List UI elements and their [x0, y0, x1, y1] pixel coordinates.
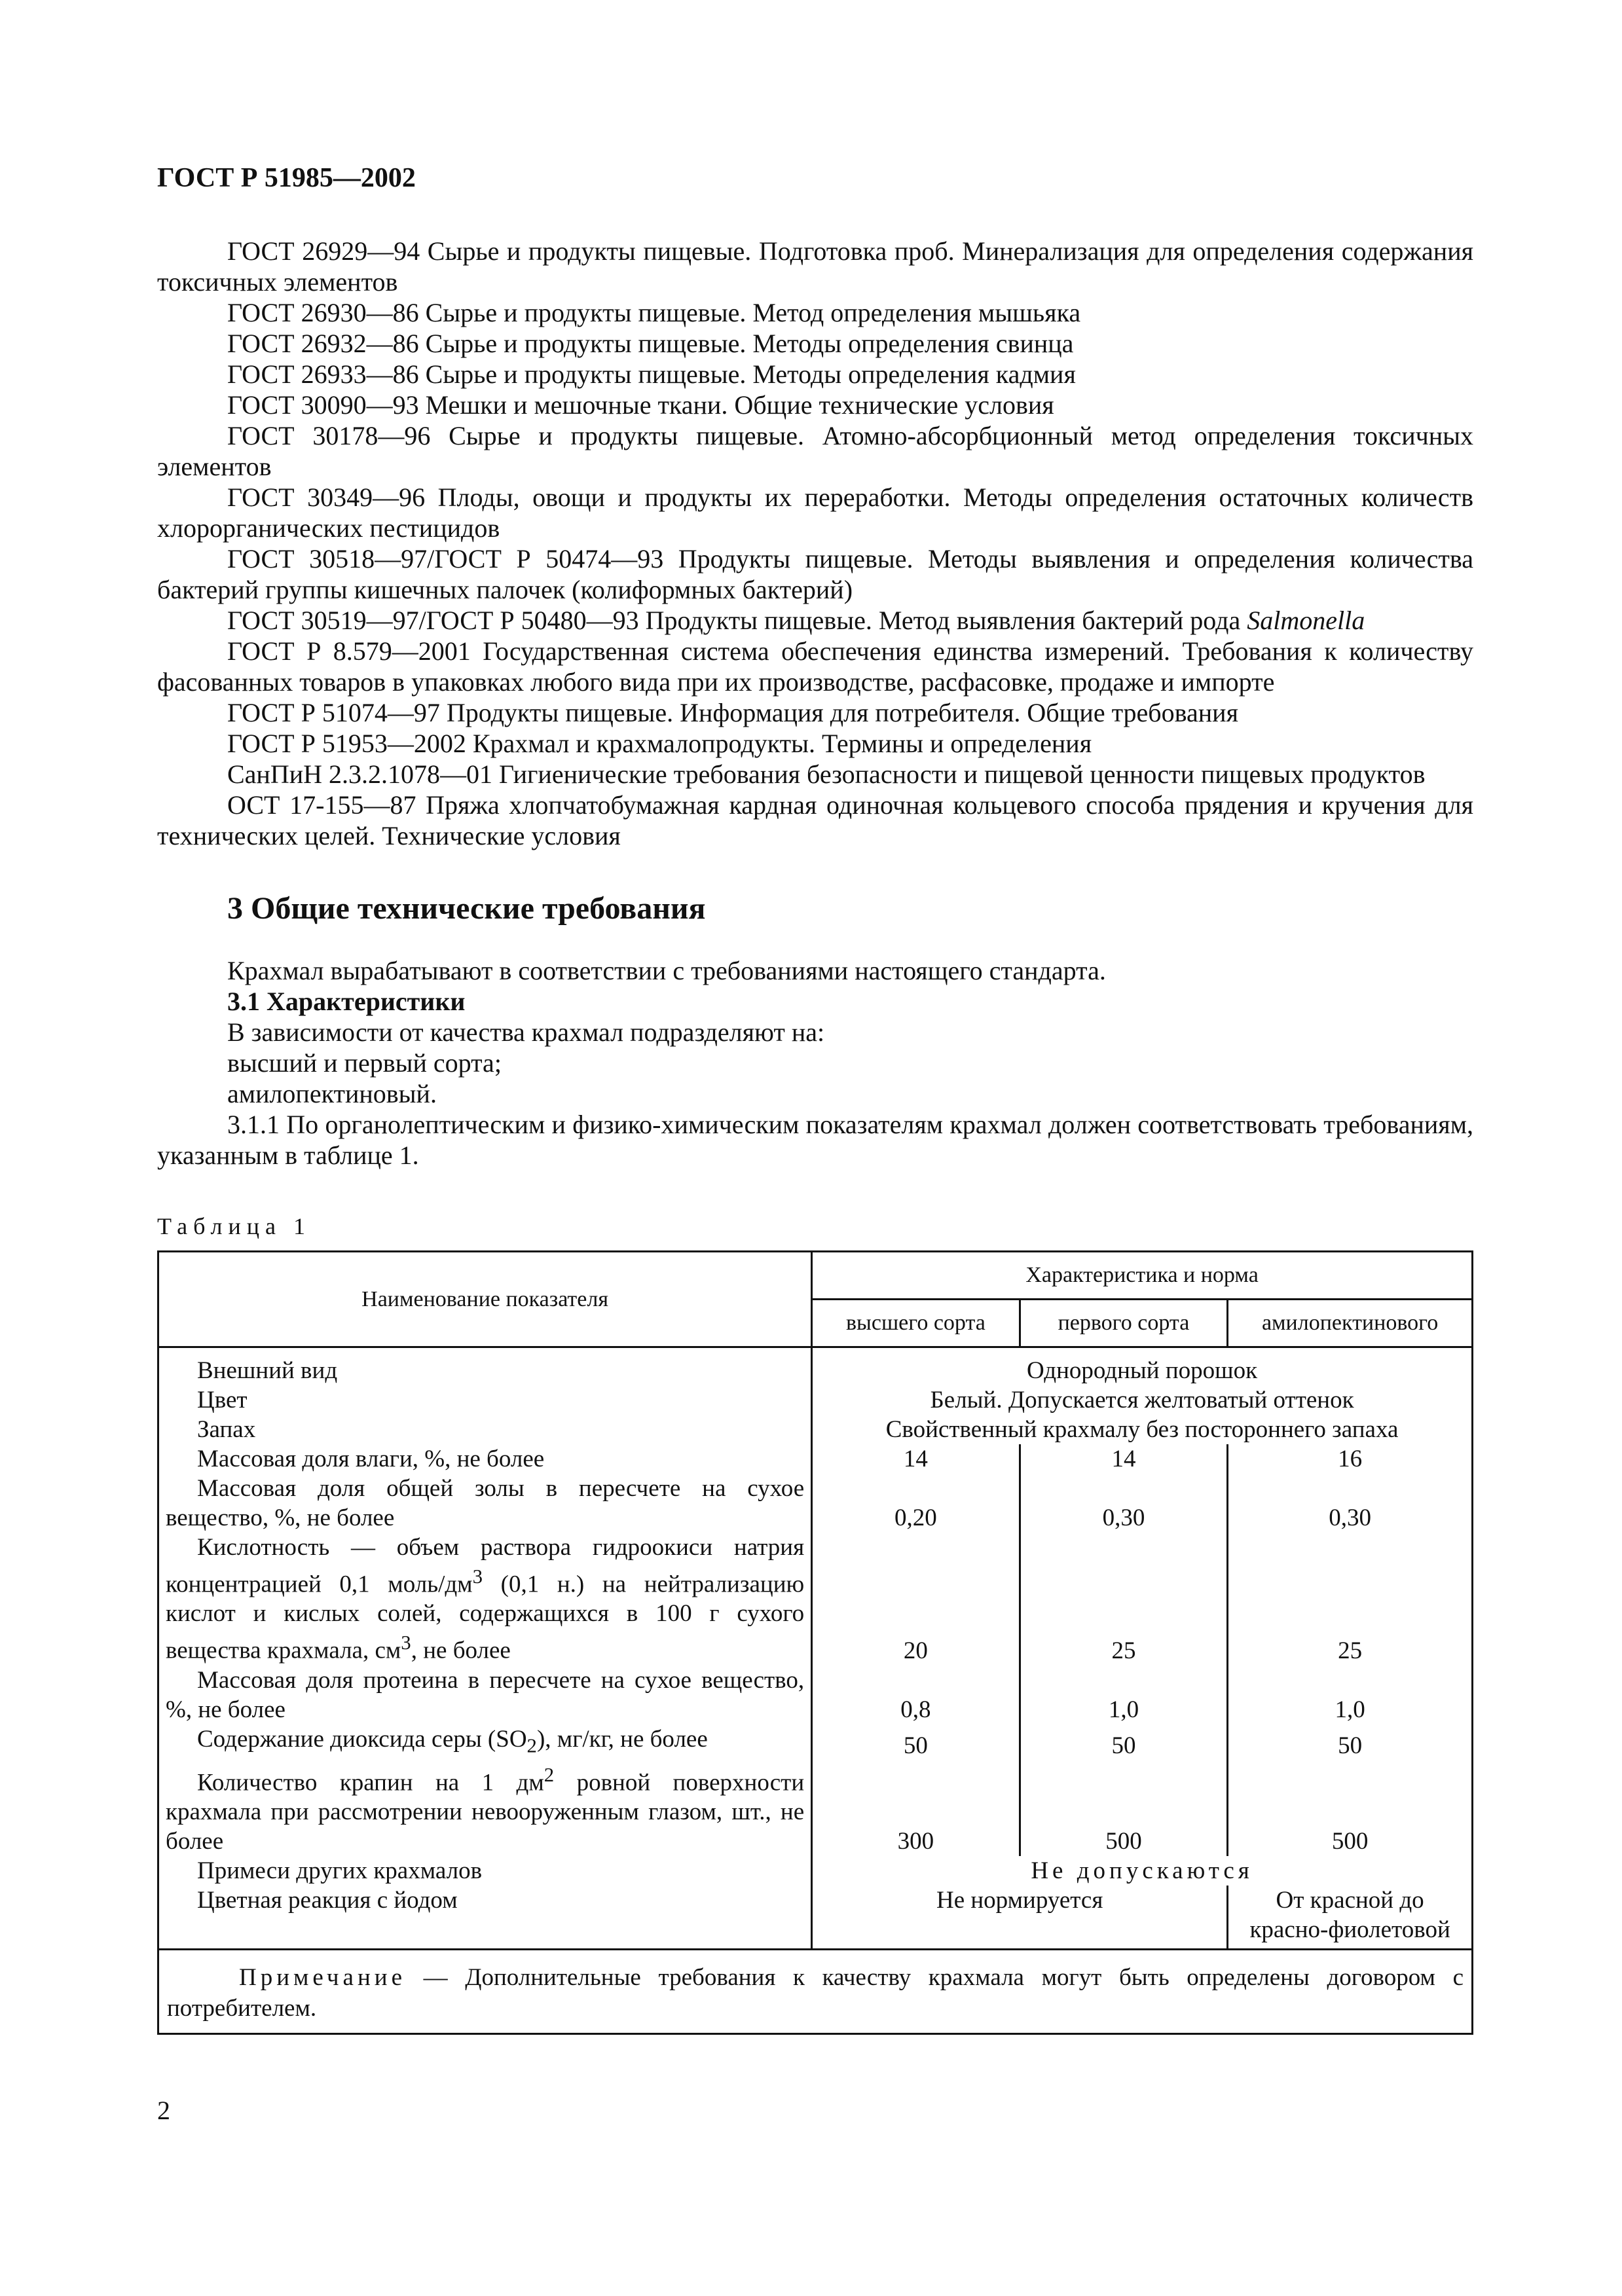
- row-value-line: красно-фиолетовой: [1249, 1916, 1450, 1944]
- table-row: [158, 1385, 1473, 1415]
- header-name: Наименование показателя: [158, 1252, 812, 1347]
- note-text: — Дополнительные требования к качеству крахмала могут быть определены договором с потребителем.: [167, 1964, 1464, 2022]
- ref-text: ГОСТ 30519—97/ГОСТ Р 50480—93 Продукты пищевые. Метод выявления бактерий рода: [227, 606, 1241, 635]
- ref-item: ГОСТ 30518—97/ГОСТ Р 50474—93 Продукты пищевые. Методы выявления и определения количества бактерий группы кишечных палочек (колиформных бактерий): [157, 544, 1473, 604]
- ref-item-salmonella: [157, 605, 1473, 636]
- table-row: [158, 1533, 1473, 1666]
- row-name: [158, 1760, 812, 1856]
- row-name: [158, 1724, 812, 1760]
- row-name-part: (0,1 н.) на нейтрализацию кислот и кислых солей, содержащихся в 100 г сухого вещества крахмала, см: [166, 1571, 805, 1664]
- body-line: В зависимости от качества крахмал подразделяют на:: [227, 1017, 825, 1047]
- row-value: 300: [812, 1760, 1020, 1856]
- row-value: Однородный порошок: [812, 1347, 1473, 1386]
- table-row: [158, 1886, 1473, 1950]
- table-header-row: [158, 1252, 1473, 1300]
- superscript: 2: [544, 1764, 555, 1787]
- row-value: 50: [1228, 1724, 1473, 1760]
- ref-item: ГОСТ 30090—93 Мешки и мешочные ткани. Общие технические условия: [227, 390, 1054, 420]
- ref-item: ОСТ 17-155—87 Пряжа хлопчатобумажная кардная одиночная кольцевого способа прядения и кручения для технических целей. Технические условия: [157, 790, 1473, 850]
- document-header: ГОСТ Р 51985—2002: [157, 163, 416, 193]
- table-row: [158, 1724, 1473, 1760]
- row-value: 0,30: [1020, 1474, 1228, 1533]
- row-value: 500: [1228, 1760, 1473, 1856]
- ref-item: СанПиН 2.3.2.1078—01 Гигиенические требования безопасности и пищевой ценности пищевых продуктов: [227, 759, 1426, 789]
- row-name-part: , не более: [411, 1637, 511, 1664]
- header-col: первого сорта: [1020, 1300, 1228, 1347]
- row-value: Не нормируется: [812, 1886, 1228, 1950]
- row-name-part: ), мг/кг, не более: [536, 1725, 708, 1753]
- row-name-part: ровной поверхности крахмала при рассмотрении невооруженным глазом, шт., не более: [166, 1769, 805, 1855]
- header-col: амилопектинового: [1228, 1300, 1473, 1347]
- row-value: 1,0: [1228, 1666, 1473, 1724]
- row-value: 50: [1020, 1724, 1228, 1760]
- row-value: 0,20: [812, 1474, 1020, 1533]
- section-title: 3 Общие технические требования: [227, 891, 706, 926]
- header-col: высшего сорта: [812, 1300, 1020, 1347]
- row-value: [1228, 1886, 1473, 1950]
- row-value: Не допускаются: [812, 1856, 1473, 1886]
- table-row: [158, 1347, 1473, 1386]
- ref-item: ГОСТ Р 8.579—2001 Государственная система обеспечения единства измерений. Требования к количеству фасованных товаров в упаковках любого вида при их производстве, расфасовке, продаже и импорте: [157, 636, 1473, 697]
- document-page: [157, 162, 1473, 2035]
- superscript: 3: [401, 1631, 411, 1654]
- ref-item: ГОСТ Р 51074—97 Продукты пищевые. Информация для потребителя. Общие требования: [227, 698, 1238, 727]
- row-name: Цветная реакция с йодом: [158, 1886, 812, 1950]
- ref-item: ГОСТ 26929—94 Сырье и продукты пищевые. Подготовка проб. Минерализация для определения содержания токсичных элементов: [157, 236, 1473, 297]
- row-name: [158, 1533, 812, 1666]
- table-caption: Таблица 1: [157, 1213, 311, 1239]
- ref-item: ГОСТ Р 51953—2002 Крахмал и крахмалопродукты. Термины и определения: [227, 729, 1092, 758]
- row-name: Запах: [158, 1415, 812, 1444]
- ref-item: ГОСТ 30349—96 Плоды, овощи и продукты их переработки. Методы определения остаточных количеств хлорорганических пестицидов: [157, 483, 1473, 543]
- ref-italic: Salmonella: [1247, 606, 1365, 635]
- section-intro: Крахмал вырабатывают в соответствии с требованиями настоящего стандарта.: [227, 956, 1106, 985]
- ref-item: ГОСТ 26930—86 Сырье и продукты пищевые. Метод определения мышьяка: [227, 298, 1081, 327]
- row-value: 50: [812, 1724, 1020, 1760]
- row-value: 16: [1228, 1444, 1473, 1474]
- row-name: Массовая доля влаги, %, не более: [158, 1444, 812, 1474]
- row-name-part: Кислотность — объем раствора гидроокиси натрия концентрацией 0,1 моль/дм: [166, 1534, 805, 1598]
- row-value-line: От красной до: [1276, 1887, 1424, 1914]
- normative-references: [157, 236, 1473, 851]
- ref-item: ГОСТ 26933—86 Сырье и продукты пищевые. Методы определения кадмия: [227, 359, 1076, 389]
- row-value: 14: [812, 1444, 1020, 1474]
- ref-item: ГОСТ 30178—96 Сырье и продукты пищевые. Атомно-абсорбционный метод определения токсичных элементов: [157, 421, 1473, 481]
- body-line: амилопектиновый.: [227, 1079, 437, 1108]
- table-note-row: [158, 1950, 1473, 2034]
- row-name: Цвет: [158, 1385, 812, 1415]
- row-value: 14: [1020, 1444, 1228, 1474]
- characteristics-table: [157, 1250, 1473, 2035]
- row-name-part: Количество крапин на 1 дм: [197, 1769, 544, 1796]
- table-row: [158, 1666, 1473, 1724]
- subscript: 2: [526, 1734, 537, 1757]
- row-value: 0,30: [1228, 1474, 1473, 1533]
- row-name-part: Содержание диоксида серы (SO: [197, 1725, 527, 1753]
- table-row: [158, 1856, 1473, 1886]
- body-paragraph: 3.1.1 По органолептическим и физико-химическим показателям крахмал должен соответствовать требованиям, указанным в таблице 1.: [157, 1110, 1473, 1170]
- table-note: [158, 1950, 1473, 2034]
- row-value: 20: [812, 1533, 1020, 1666]
- table-row: [158, 1415, 1473, 1444]
- row-value: Белый. Допускается желтоватый оттенок: [812, 1385, 1473, 1415]
- body-line: высший и первый сорта;: [227, 1048, 502, 1078]
- table-row: [158, 1474, 1473, 1533]
- header-group: Характеристика и норма: [812, 1252, 1473, 1300]
- page-number: 2: [157, 2096, 170, 2125]
- row-value: 25: [1228, 1533, 1473, 1666]
- row-value: 1,0: [1020, 1666, 1228, 1724]
- ref-item: ГОСТ 26932—86 Сырье и продукты пищевые. Методы определения свинца: [227, 329, 1074, 358]
- row-value: 25: [1020, 1533, 1228, 1666]
- subsection-title: 3.1 Характеристики: [227, 987, 466, 1016]
- row-value: Свойственный крахмалу без постороннего запаха: [812, 1415, 1473, 1444]
- note-label: Примечание: [239, 1964, 406, 1992]
- table-row: [158, 1760, 1473, 1856]
- superscript: 3: [472, 1565, 483, 1588]
- table-row: [158, 1444, 1473, 1474]
- section-body: [157, 955, 1473, 1171]
- row-name: Массовая доля общей золы в пересчете на сухое вещество, %, не более: [158, 1474, 812, 1533]
- row-name: Внешний вид: [158, 1347, 812, 1386]
- row-value: 500: [1020, 1760, 1228, 1856]
- row-value: 0,8: [812, 1666, 1020, 1724]
- row-name: Примеси других крахмалов: [158, 1856, 812, 1886]
- row-name: Массовая доля протеина в пересчете на сухое вещество, %, не более: [158, 1666, 812, 1724]
